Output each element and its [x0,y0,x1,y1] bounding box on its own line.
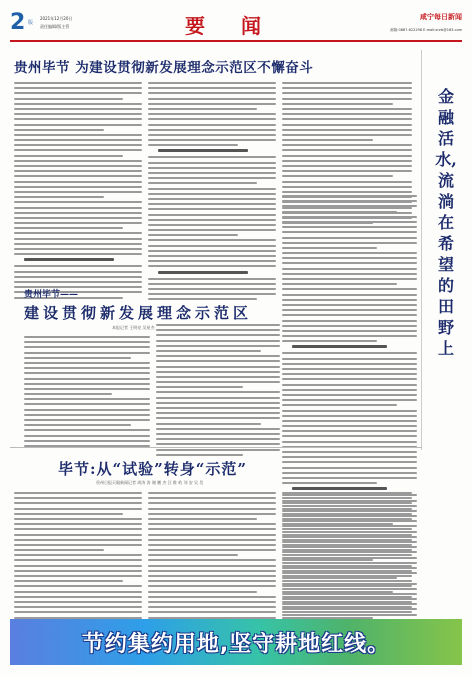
article3-column-2 [148,492,276,622]
article2-headline: 建设贯彻新发展理念示范区 [24,304,253,322]
article1-headline: 贵州毕节 为建设贯彻新发展理念示范区不懈奋斗 [14,60,314,76]
article2-column-2 [156,324,280,459]
side-article-headline: 金融活水,流淌在希望的田野上 [435,87,457,358]
article2-byline: 本报记者 王明亮 吴星杰 [112,325,155,330]
column-rule [421,50,422,450]
page-label: 版 [28,20,34,26]
masthead [10,8,462,42]
paper-name: 咸宁每日新闻 [420,13,462,21]
article3-column-3 [282,492,412,622]
article3-column-1 [14,492,142,622]
page-number: 2 [10,10,26,35]
article1-column-1 [14,82,142,302]
article2-column-1 [24,336,150,450]
paper-contact: 邮箱:0887-622298 E-mail:xnrb@163.com [390,28,462,32]
section-title: 要闻 [185,14,297,38]
editor-credit: 责任编辑/版主管 [40,24,70,29]
article3-headline: 毕节:从“试验”转身“示范” [58,460,248,478]
slogan-banner [10,619,462,665]
article2-kicker: 贵州毕节—— [24,290,79,300]
issue-date: 2021年12月20日 [40,16,73,21]
section-divider [10,447,422,448]
article1-column-2 [148,82,276,304]
slogan-text: 节约集约用地,坚守耕地红线。 [81,631,391,657]
article3-byline: 贵州日报天眼新闻记者 周涛 涛 谢 鹏 杰 汪 维 屿 刘 安 吴 昊 [96,480,204,485]
